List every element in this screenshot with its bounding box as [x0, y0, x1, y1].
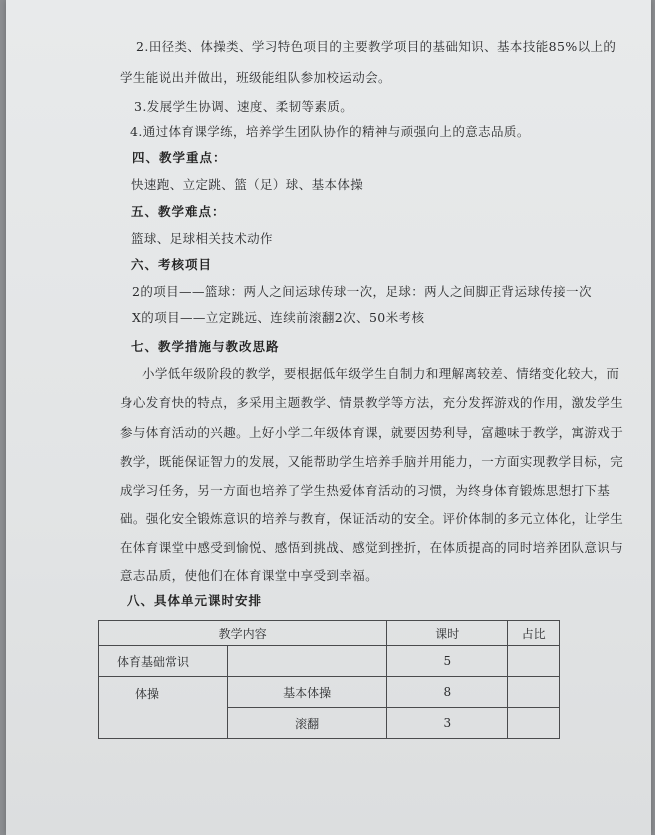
row-sub: 基本体操	[228, 677, 387, 708]
text-line: 小学低年级阶段的教学，要根据低年级学生自制力和理解离较差、情绪变化较大，而	[142, 366, 620, 381]
table-row	[99, 646, 560, 677]
text-line: 学生能说出并做出，班级能组队参加校运动会。	[120, 70, 391, 85]
section-heading: 七、教学措施与教改思路	[131, 339, 280, 354]
row-item: 体操	[99, 677, 228, 739]
text-line: 在体育课堂中感受到愉悦、感悟到挑战、感觉到挫折，在体质提高的同时培养团队意识与	[120, 540, 624, 555]
row-sub	[228, 646, 387, 677]
text-line: 快速跑、立定跳、篮（足）球、基本体操	[131, 177, 364, 192]
row-ratio	[508, 708, 560, 739]
text-line: 教学，既能保证智力的发展，又能帮助学生培养手脑并用能力，一方面实现教学目标，完	[120, 454, 624, 469]
section-heading: 六、考核项目	[131, 257, 213, 272]
row-ratio	[508, 646, 560, 677]
text-line: 4.通过体育课学练，培养学生团队协作的精神与顽强向上的意志品质。	[130, 124, 530, 139]
schedule-table	[98, 620, 560, 739]
row-ratio	[508, 677, 560, 708]
text-line: 成学习任务，另一方面也培养了学生热爱体育活动的习惯，为终身体育锻炼思想打下基	[120, 483, 611, 498]
section-heading: 四、教学重点：	[132, 150, 227, 165]
text-line: 础。强化安全锻炼意识的培养与教育，保证活动的安全。评价体制的多元立体化，让学生	[120, 511, 624, 526]
section-heading: 八、具体单元课时安排	[127, 593, 263, 608]
row-hours: 5	[387, 646, 508, 677]
text-line: 身心发育快的特点，多采用主题教学、情景教学等方法，充分发挥游戏的作用，激发学生	[120, 395, 624, 410]
table-header-row	[99, 621, 560, 646]
text-line: 2.田径类、体操类、学习特色项目的主要教学项目的基础知识、基本技能85%以上的	[136, 39, 617, 54]
text-line: 意志品质，使他们在体育课堂中享受到幸福。	[120, 568, 379, 583]
text-line: 篮球、足球相关技术动作	[131, 231, 273, 246]
header-hours: 课时	[387, 621, 508, 646]
row-hours: 3	[387, 708, 508, 739]
table-row	[99, 677, 560, 708]
row-item: 体育基础常识	[99, 646, 228, 677]
document-page	[6, 0, 651, 835]
row-hours: 8	[387, 677, 508, 708]
header-ratio: 占比	[508, 621, 560, 646]
section-heading: 五、教学难点：	[131, 204, 226, 219]
text-line: 3.发展学生协调、速度、柔韧等素质。	[134, 99, 354, 114]
header-content: 教学内容	[99, 621, 387, 646]
text-line: X的项目——立定跳远、连续前滚翻2次、50米考核	[132, 310, 425, 325]
text-line: 参与体育活动的兴趣。上好小学二年级体育课，就要因势利导，富趣味于教学，寓游戏于	[120, 425, 624, 440]
row-sub: 滚翻	[228, 708, 387, 739]
text-line: 2的项目——篮球：两人之间运球传球一次，足球：两人之间脚正背运球传接一次	[132, 284, 592, 299]
